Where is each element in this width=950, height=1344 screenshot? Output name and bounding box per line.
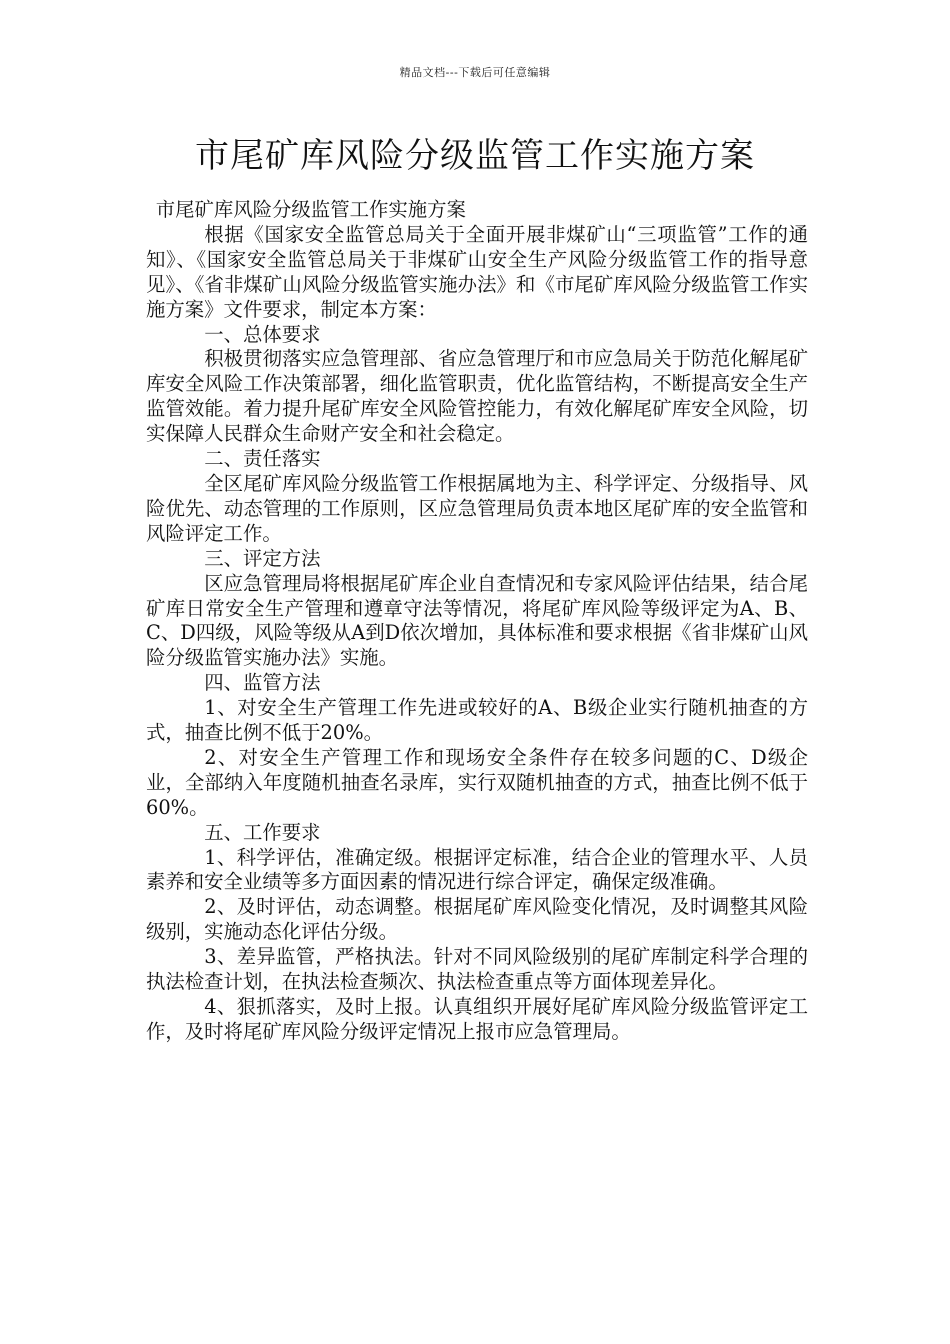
section-heading: 四、监管方法 bbox=[204, 671, 321, 695]
intro-paragraph: 根据《国家安全监管总局关于全面开展非煤矿山“三项监管”工作的通知》、《国家安全监管总局关于非煤矿山安全生产风险分级监管工作的指导意见》、《省非煤矿山风险分级监管实施办法》和《市尾矿库风险分级监管工作实施方案》文件要求，制定本方案： bbox=[146, 222, 808, 321]
section-paragraph: 1、科学评估，准确定级。根据评定标准，结合企业的管理水平、人员素养和安全业绩等多方面因素的情况进行综合评定，确保定级准确。 bbox=[146, 845, 808, 894]
section-heading: 二、责任落实 bbox=[204, 447, 321, 471]
section-paragraph: 1、对安全生产管理工作先进或较好的A、B级企业实行随机抽查的方式，抽查比例不低于20%。 bbox=[146, 696, 808, 745]
section-heading: 五、工作要求 bbox=[204, 820, 321, 844]
document-body bbox=[146, 198, 808, 1045]
section-paragraph: 2、及时评估，动态调整。根据尾矿库风险变化情况，及时调整其风险级别，实施动态化评估分级。 bbox=[146, 895, 808, 944]
section-heading: 三、评定方法 bbox=[204, 546, 321, 570]
section-heading: 一、总体要求 bbox=[204, 322, 321, 346]
page-title: 市尾矿库风险分级监管工作实施方案 bbox=[195, 136, 755, 176]
section-paragraph: 4、狠抓落实，及时上报。认真组织开展好尾矿库风险分级监管评定工作，及时将尾矿库风险分级评定情况上报市应急管理局。 bbox=[146, 995, 808, 1043]
header-note: 精品文档---下载后可任意编辑 bbox=[399, 66, 551, 79]
section-paragraph: 区应急管理局将根据尾矿库企业自查情况和专家风险评估结果，结合尾矿库日常安全生产管理和遵章守法等情况，将尾矿库风险等级评定为A、B、C、D四级，风险等级从A到D依次增加，具体标准和要求根据《省非煤矿山风险分级监管实施办法》实施。 bbox=[146, 571, 808, 670]
section-paragraph: 2、对安全生产管理工作和现场安全条件存在较多问题的C、D级企业，全部纳入年度随机抽查名录库，实行双随机抽查的方式，抽查比例不低于60%。 bbox=[146, 745, 808, 819]
section-paragraph: 3、差异监管，严格执法。针对不同风险级别的尾矿库制定科学合理的执法检查计划，在执法检查频次、执法检查重点等方面体现差异化。 bbox=[146, 945, 808, 994]
section-paragraph: 积极贯彻落实应急管理部、省应急管理厅和市应急局关于防范化解尾矿库安全风险工作决策部署，细化监管职责，优化监管结构，不断提高安全生产监管效能。着力提升尾矿库安全风险管控能力，有效化解尾矿库安全风险，切实保障人民群众生命财产安全和社会稳定。 bbox=[146, 347, 808, 446]
section-paragraph: 全区尾矿库风险分级监管工作根据属地为主、科学评定、分级指导、风险优先、动态管理的工作原则，区应急管理局负责本地区尾矿库的安全监管和风险评定工作。 bbox=[146, 471, 808, 545]
document-subtitle: 市尾矿库风险分级监管工作实施方案 bbox=[155, 198, 466, 221]
